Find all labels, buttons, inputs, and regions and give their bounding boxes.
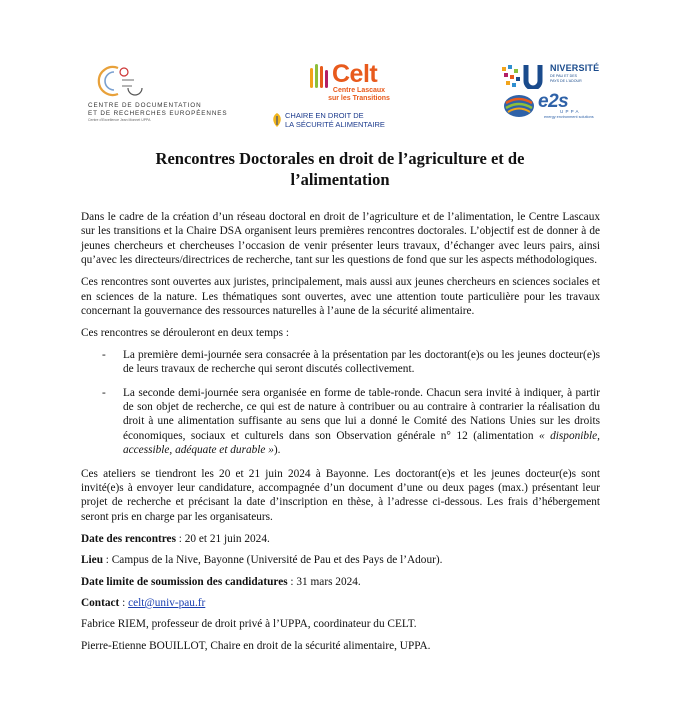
document-body [81,210,600,660]
intro-paragraph: Dans le cadre de la création d’un réseau doctoral en droit de l’agriculture et de l’alimentation, le Centre Lascaux sur les transitions et la Chaire DSA organisent leurs premières rencontres doctorales. L’objectif est de donner à de jeunes chercheurs et chercheuses l’occasion de venir présenter leurs travaux, d’échanger avec leurs pairs, ainsi qu’avec les directeurs/directrices de recherche, tant sur les questions de fond que sur les aspects méthodologiques. [81,211,600,267]
list-item-text: La seconde demi-journée sera organisée en forme de table-ronde. Chacun sera invité à indiquer, à partir de son objet de recherche, ce qui est de nature à contribuer ou au contraire à contrarier la réalisation du droit à une alimentation suffisante au sens que lui a donné le Comité des Nations Unies sur les droits économiques, sociaux et culturels dans son Observation générale n° 12 (alimentation [123,386,600,442]
cdre-emblem-icon [88,62,148,100]
list-item [81,348,600,377]
university-wordmark: NIVERSITÉ [550,63,600,73]
chaire-leaf-icon [270,112,284,128]
deadline-label: Date limite de soumission des candidatures [81,575,288,588]
list-item-quote: « disponible, accessible, adéquate et durable » [123,429,601,457]
contact-separator: : [119,596,129,609]
list-dash: - [102,386,106,399]
chaire-name [285,111,385,129]
chaire-line2: LA SÉCURITÉ ALIMENTAIRE [285,120,385,129]
cdre-tagline: Centre d'Excellence Jean Monnet UPPA [88,118,151,122]
list-item-text: La première demi-journée sera consacrée à la présentation par les doctorant(e)s ou les jeunes docteur(e)s de leurs travaux de recherche qui seront discutés collectivement. [123,348,600,376]
e2s-uppa-label: UPPA [560,109,581,114]
dates-line [81,532,600,546]
list-item-end: ). [273,444,281,457]
university-sub-line1: DE PAU ET DES [550,74,578,78]
celt-subtitle-line1: Centre Lascaux [332,87,386,94]
cdre-name-line1: CENTRE DE DOCUMENTATION [88,102,202,109]
contact-line [81,596,600,610]
dates-label: Date des rencontres [81,532,176,545]
deadline-line [81,575,600,589]
list-dash: - [102,348,106,361]
header-logos [0,0,680,140]
celt-subtitle-line2: sur les Transitions [328,95,390,102]
format-intro: Ces rencontres se dérouleront en deux temps : [81,326,289,339]
format-list [81,348,600,458]
e2s-globe-icon [502,93,536,119]
contact-email-link[interactable]: celt@univ-pau.fr [128,596,206,609]
university-sub-line2: PAYS DE L'ADOUR [550,79,582,83]
university-mosaic-icon [500,63,548,89]
deadline-value: : 31 mars 2024. [287,575,361,588]
chaire-line1: CHAIRE EN DROIT DE [285,111,364,120]
page-title: Rencontres Doctorales en droit de l’agriculture et de l’alimentation [155,149,525,189]
contact-label: Contact [81,596,120,609]
lieu-line [81,553,600,567]
signature-bouillot: Pierre-Etienne BOUILLOT, Chaire en droit de la sécurité alimentaire, UPPA. [81,639,431,652]
ateliers-paragraph: Ces ateliers se tiendront les 20 et 21 juin 2024 à Bayonne. Les doctorant(e)s et les jeunes docteur(e)s sont invité(e)s à envoyer leur candidature, accompagnée d’un document d’une ou deux pages (max.) présentant leur projet de recherche et précisant la date d’inscription en thèse, à l’adresse ci-dessous. Les frais d’hébergement seront pris en charge par les organisateurs. [81,467,600,523]
audience-paragraph: Ces rencontres sont ouvertes aux juristes, principalement, mais aussi aux jeunes chercheurs en sciences sociales et en sciences de la nature. Les thématiques sont ouvertes, avec une attention toute particulière pour les travaux concernant la gouvernance des ressources naturelles à l’aune de la sécurité alimentaire. [81,276,600,317]
e2s-tagline: energy environment solutions [544,115,594,119]
signature-riem: Fabrice RIEM, professeur de droit privé à l’UPPA, coordinateur du CELT. [81,618,417,631]
list-item [81,386,600,458]
dates-value: : 20 et 21 juin 2024. [175,532,270,545]
cdre-name-line2: ET DE RECHERCHES EUROPÉENNES [88,110,228,117]
e2s-wordmark: e2s [538,91,569,112]
lieu-label: Lieu [81,554,103,567]
cdre-logo [88,62,238,122]
celt-wordmark: Celt [332,60,378,88]
lieu-value: : Campus de la Nive, Bayonne (Université de Pau et des Pays de l’Adour). [102,554,443,567]
